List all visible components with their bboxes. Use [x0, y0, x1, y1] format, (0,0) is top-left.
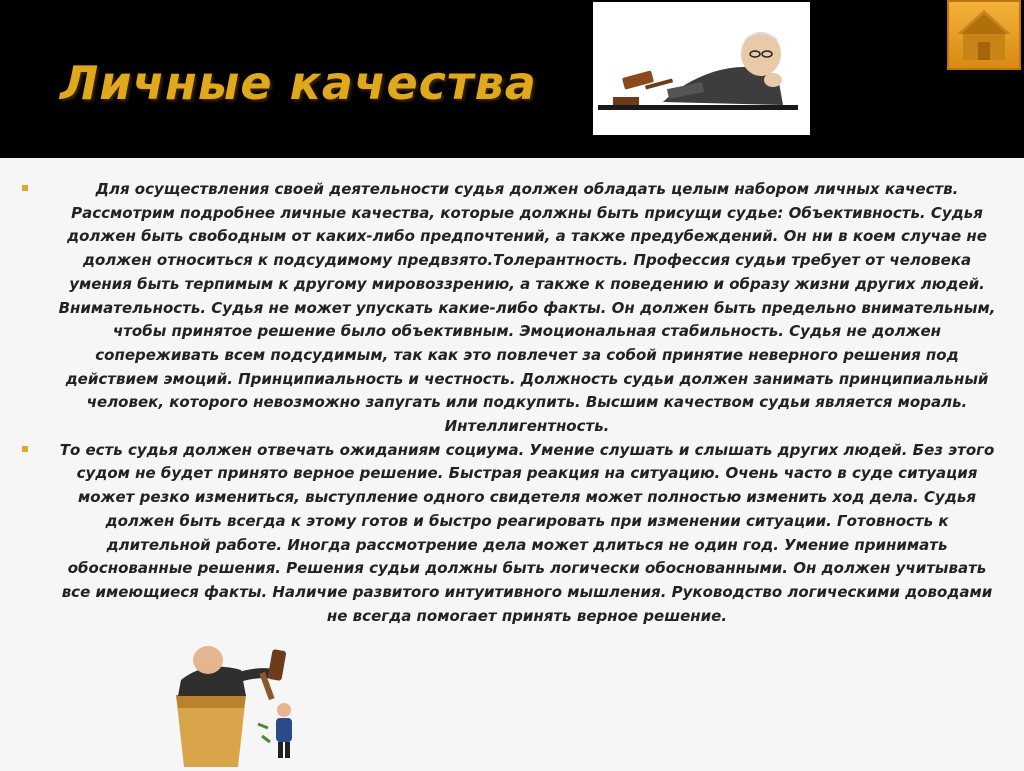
- bullet-marker: [22, 446, 28, 452]
- bullet-item: [22, 178, 1002, 439]
- bullet-item: [22, 439, 1002, 629]
- home-icon: [949, 2, 1019, 68]
- paragraph: Для осуществления своей деятельности судья должен обладать целым набором личных качеств. Рассмотрим подробнее личные качества, которые должны быть присущи судье: Объективность. Судья должен быть свободным от каких-либо предпочтений, а также предубеждений. Он ни в коем случае не должен относиться к подсудимому предвзято.Толерантность. Профессия судьи требует от человека умения быть терпимым к другому мировоззрению, а также к поведению и образу жизни других людей. Внимательность. Судья не может упускать какие-либо факты. Он должен быть предельно внимательным, чтобы принятое решение было объективным. Эмоциональная стабильность. Судья не должен сопереживать всем подсудимым, так как это повлечет за собой принятие неверного решения под действием эмоций. Принципиальность и честность. Должность судьи должен занимать принципиальный человек, которого невозможно запугать или подкупить. Высшим качеством судьи является мораль. Интеллигентность.: [58, 180, 996, 436]
- bullet-marker: [22, 185, 28, 191]
- paragraph: То есть судья должен отвечать ожиданиям социума. Умение слушать и слышать других людей. Без этого судом не будет принято верное решение. Быстрая реакция на ситуацию. Очень часто в суде ситуация может резко измениться, выступление одного свидетеля может полностью изменить ход дела. Судья должен быть всегда к этому готов и быстро реагировать при изменении ситуации. Готовность к длительной работе. Иногда рассмотрение дела может длиться не один год. Умение принимать обоснованные решения. Решения судьи должны быть логически обоснованными. Он должен учитывать все имеющиеся факты. Наличие развитого интуитивного мышления. Руководство логическими доводами не всегда помогает принять верное решение.: [59, 440, 995, 625]
- home-button[interactable]: [947, 0, 1021, 70]
- slide-body: [22, 178, 1002, 628]
- judge-with-gavel-illustration: [593, 2, 810, 135]
- slide-header: [0, 0, 1024, 158]
- judge-at-podium-illustration: [166, 640, 326, 767]
- slide-title: Личные качества: [60, 56, 537, 110]
